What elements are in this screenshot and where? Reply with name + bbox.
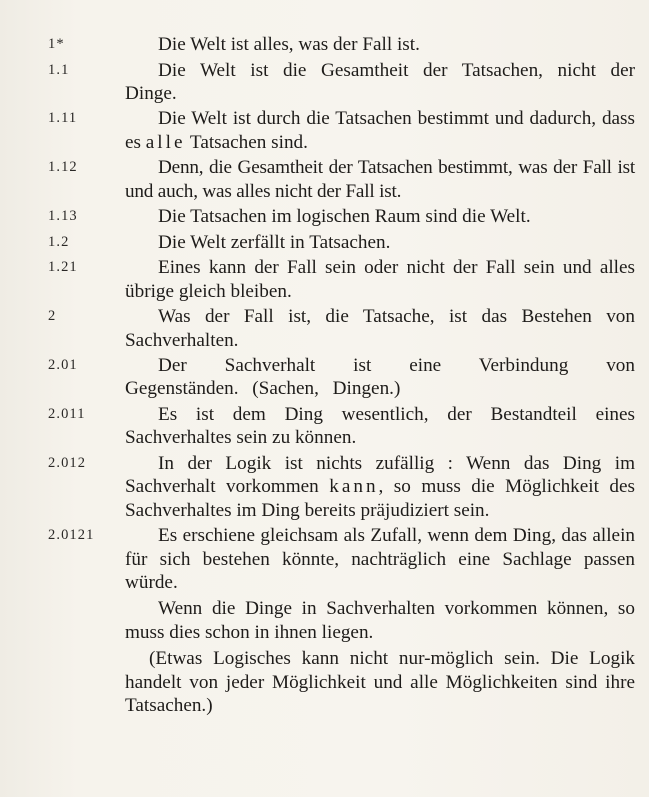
proposition-text: Die Tatsachen im logischen Raum sind die Welt. <box>158 206 531 228</box>
proposition-number: 1.13 <box>48 208 78 225</box>
proposition-1-13 <box>48 205 635 228</box>
proposition-number: 1.11 <box>48 110 78 127</box>
emphasized-word: kann <box>329 476 379 498</box>
emphasized-word: alle <box>145 131 186 153</box>
proposition-2-011 <box>48 403 635 450</box>
proposition-2-012 <box>48 452 635 522</box>
tractatus-text <box>48 33 635 720</box>
proposition-text: Die Welt zerfällt in Tatsachen. <box>158 231 391 253</box>
proposition-text: Denn, die Gesamtheit der Tatsachen bestimmt, was der Fall ist und auch, was alles nicht der Fall ist. <box>125 157 635 202</box>
proposition-2-01 <box>48 354 635 401</box>
proposition-1 <box>48 33 635 56</box>
proposition-text <box>125 452 635 522</box>
proposition-text-part: Tatsachen sind. <box>185 131 308 153</box>
proposition-number: 1.1 <box>48 61 70 78</box>
proposition-2 <box>48 305 635 352</box>
proposition-text-part: , so muss die Möglichkeit des Sachverhaltes im Ding bereits präjudiziert sein. <box>125 476 635 521</box>
proposition-number: 2.012 <box>48 454 87 471</box>
continuation-paragraph: Wenn die Dinge in Sachverhalten vorkommen können, so muss dies schon in ihnen liegen. <box>125 598 635 643</box>
proposition-1-11 <box>48 107 635 154</box>
proposition-number: 2 <box>48 308 57 325</box>
proposition-1-1 <box>48 59 635 106</box>
proposition-1-12 <box>48 156 635 203</box>
proposition-2-0121 <box>48 524 635 717</box>
proposition-number: 1.2 <box>48 233 70 250</box>
proposition-text: Es ist dem Ding wesentlich, der Bestandteil eines Sachverhaltes sein zu können. <box>125 403 635 449</box>
proposition-text: Die Welt ist alles, was der Fall ist. <box>158 34 420 55</box>
proposition-1-21 <box>48 256 635 303</box>
proposition-number: 2.01 <box>48 357 78 374</box>
proposition-text: Eines kann der Fall sein oder nicht der Fall sein und alles übrige gleich bleiben. <box>125 257 635 302</box>
proposition-number: 2.0121 <box>48 527 95 544</box>
proposition-number: 1.21 <box>48 259 78 276</box>
proposition-number: 2.011 <box>48 405 86 422</box>
proposition-text: Die Welt ist die Gesamtheit der Tatsachen, nicht der Dinge. <box>125 59 635 104</box>
proposition-text: Der Sachverhalt ist eine Verbindung von Gegenständen. (Sachen, Dingen.) <box>125 355 635 400</box>
proposition-text: Es erschiene gleichsam als Zufall, wenn dem Ding, das allein für sich bestehen könnte, nachträglich eine Sachlage passen würde. <box>125 525 635 593</box>
proposition-text-part: In der Logik ist nichts zufällig : Wenn das Ding im Sachverhalt vorkommen <box>125 452 635 498</box>
proposition-text <box>125 107 635 154</box>
proposition-1-2 <box>48 231 635 254</box>
continuation-paragraph: (Etwas Logisches kann nicht nur-möglich sein. Die Logik handelt von jeder Möglichkeit und alle Möglichkeiten sind ihre Tatsachen.) <box>125 648 635 716</box>
proposition-text: Was der Fall ist, die Tatsache, ist das Bestehen von Sachverhalten. <box>125 306 635 351</box>
proposition-number: 1* <box>48 36 65 52</box>
proposition-number: 1.12 <box>48 159 78 176</box>
proposition-text-part: Die Welt ist durch die Tatsachen bestimmt und dadurch, dass es <box>125 108 635 153</box>
